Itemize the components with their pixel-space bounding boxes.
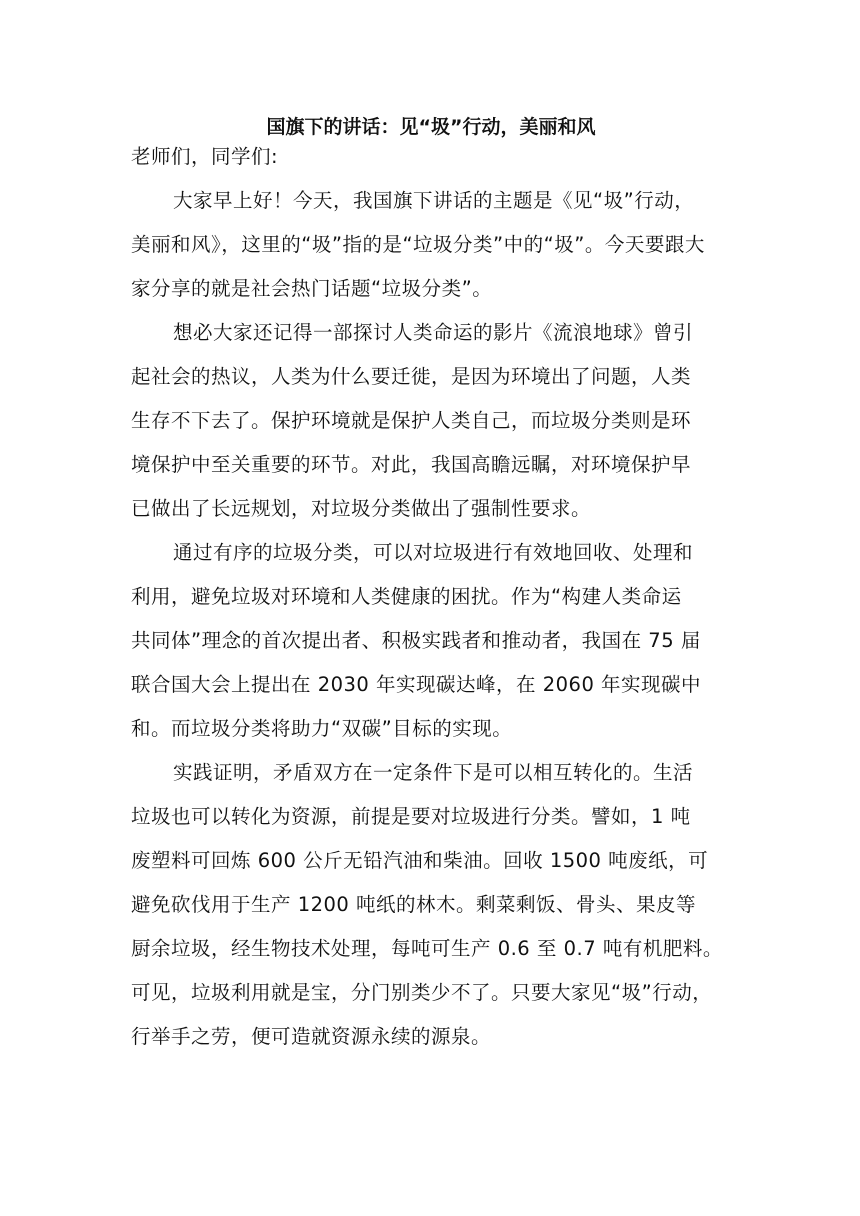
paragraph-line: 已做出了长远规划，对垃圾分类做出了强制性要求。 xyxy=(131,497,592,520)
paragraph-line: 行举手之劳，便可造就资源永续的源泉。 xyxy=(131,1025,492,1048)
paragraph-line: 垃圾也可以转化为资源，前提是要对垃圾进行分类。譬如，1 吨 xyxy=(131,805,691,828)
paragraph-line: 想必大家还记得一部探讨人类命运的影片《流浪地球》曾引 xyxy=(173,321,694,344)
paragraph-line: 废塑料可回炼 600 公斤无铅汽油和柴油。回收 1500 吨废纸，可 xyxy=(131,849,709,872)
document-body xyxy=(131,112,731,1052)
paragraph-line: 厨余垃圾，经生物技术处理，每吨可生产 0.6 至 0.7 吨有机肥料。 xyxy=(131,937,723,960)
paragraph-2 xyxy=(131,318,731,524)
paragraph-1 xyxy=(131,186,731,304)
paragraph-line: 联合国大会上提出在 2030 年实现碳达峰，在 2060 年实现碳中 xyxy=(131,673,702,696)
paragraph-line: 美丽和风》，这里的“圾”指的是“垃圾分类”中的“圾”。今天要跟大 xyxy=(131,233,705,256)
paragraph-line: 利用，避免垃圾对环境和人类健康的困扰。作为“构建人类命运 xyxy=(131,585,682,608)
paragraph-4 xyxy=(131,758,731,1052)
paragraph-line: 和。而垃圾分类将助力“双碳”目标的实现。 xyxy=(131,717,513,740)
document-title: 国旗下的讲话：见“圾”行动，美丽和风 xyxy=(266,116,596,138)
paragraph-3 xyxy=(131,538,731,744)
greeting-line: 老师们，同学们: xyxy=(131,145,279,168)
paragraph-line: 可见，垃圾利用就是宝，分门别类少不了。只要大家见“圾”行动， xyxy=(131,981,713,1004)
paragraph-line: 实践证明，矛盾双方在一定条件下是可以相互转化的。生活 xyxy=(173,761,694,784)
paragraph-line: 共同体”理念的首次提出者、积极实践者和推动者，我国在 75 届 xyxy=(131,629,701,652)
paragraph-line: 通过有序的垃圾分类，可以对垃圾进行有效地回收、处理和 xyxy=(173,541,694,564)
paragraph-line: 起社会的热议，人类为什么要迁徙，是因为环境出了问题，人类 xyxy=(131,365,692,388)
paragraph-line: 避免砍伐用于生产 1200 吨纸的林木。剩菜剩饭、骨头、果皮等 xyxy=(131,893,697,916)
paragraph-line: 境保护中至关重要的环节。对此，我国高瞻远瞩，对环境保护早 xyxy=(131,453,692,476)
paragraph-line: 家分享的就是社会热门话题“垃圾分类”。 xyxy=(131,277,493,300)
paragraph-line: 生存不下去了。保护环境就是保护人类自己，而垃圾分类则是环 xyxy=(131,409,692,432)
paragraph-line: 大家早上好！今天，我国旗下讲话的主题是《见“圾”行动， xyxy=(173,189,695,212)
